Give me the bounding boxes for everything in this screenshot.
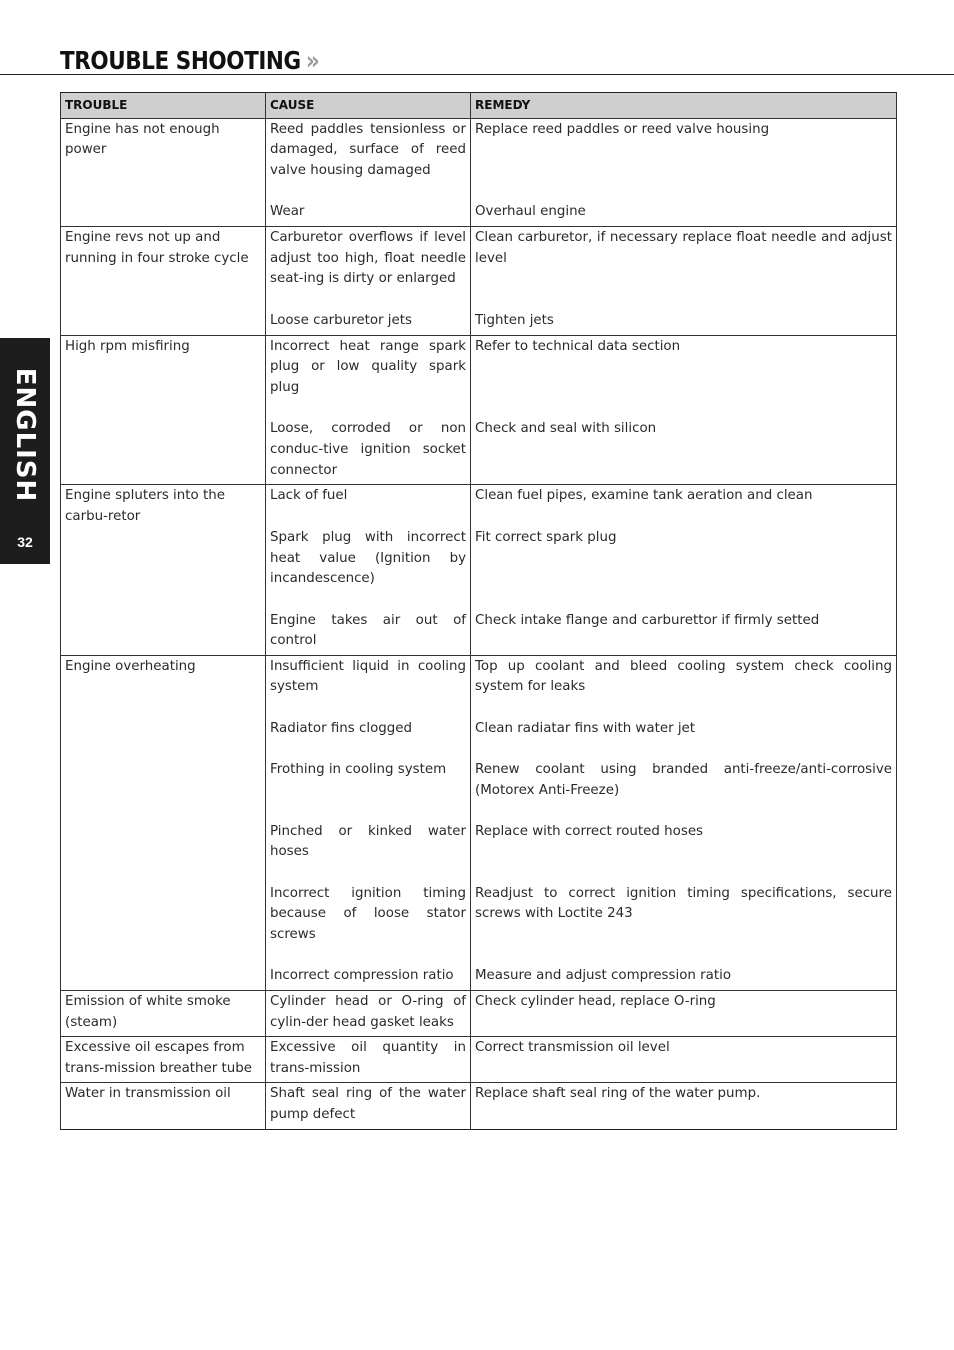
remedy-entry: Refer to technical data section (475, 338, 681, 354)
spacer (270, 182, 466, 203)
table-row (61, 118, 897, 227)
spacer (475, 740, 892, 761)
remedy-entry: Fit correct spark plug (475, 529, 617, 545)
remedy-cell (471, 991, 897, 1037)
spacer (270, 740, 466, 761)
column-header-cause: CAUSE (266, 93, 471, 119)
spacer (475, 290, 892, 311)
spacer (270, 698, 466, 719)
remedy-entry: Measure and adjust compression ratio (475, 968, 732, 984)
remedy-cell (471, 1037, 897, 1083)
remedy-entry: Check and seal with silicon (475, 421, 657, 437)
cause-entry: Radiator fins clogged (270, 720, 413, 736)
remedy-cell (471, 335, 897, 485)
spacer (475, 863, 892, 884)
trouble-cell: Engine has not enough power (61, 118, 266, 227)
cause-entry: Loose carburetor jets (270, 312, 412, 328)
trouble-cell: Emission of white smoke (steam) (61, 991, 266, 1037)
remedy-entry: Replace reed paddles or reed valve housing (475, 121, 770, 137)
remedy-entry: Overhaul engine (475, 204, 586, 220)
spacer (475, 698, 892, 719)
table-row (61, 991, 897, 1037)
cause-entry: Pinched or kinked water hoses (270, 823, 466, 860)
cause-cell (266, 1083, 471, 1129)
cause-entry: Excessive oil quantity in trans-mission (270, 1040, 466, 1076)
spacer (270, 399, 466, 420)
cause-entry: Engine takes air out of control (270, 612, 466, 649)
spacer (475, 590, 892, 611)
remedy-entry: Tighten jets (475, 312, 554, 328)
spacer (475, 801, 892, 822)
spacer (270, 863, 466, 884)
cause-entry: Incorrect ignition timing because of loose stator screws (270, 885, 466, 942)
remedy-entry: Top up coolant and bleed cooling system check cooling system for leaks (475, 658, 892, 695)
header-bar (0, 44, 954, 75)
cause-cell (266, 991, 471, 1037)
remedy-entry: Renew coolant using branded anti-freeze/anti-corrosive (Motorex Anti-Freeze) (475, 762, 892, 798)
page-number: 32 (17, 534, 33, 550)
remedy-entry: Check cylinder head, replace O-ring (475, 994, 716, 1010)
cause-entry: Spark plug with incorrect heat value (Ignition by incandescence) (270, 529, 466, 587)
cause-entry: Shaft seal ring of the water pump defect (270, 1086, 466, 1123)
column-header-remedy: REMEDY (471, 93, 897, 119)
remedy-cell (471, 1083, 897, 1129)
remedy-entry: Check intake flange and carburettor if firmly setted (475, 612, 820, 628)
language-tab (0, 338, 50, 564)
table-row (61, 655, 897, 990)
remedy-entry: Clean carburetor, if necessary replace float needle and adjust level (475, 230, 892, 266)
spacer (475, 399, 892, 420)
remedy-entry: Replace shaft seal ring of the water pump. (475, 1086, 761, 1102)
cause-cell (266, 655, 471, 990)
page-title-text: TROUBLE SHOOTING (60, 46, 301, 75)
table-row (61, 227, 897, 336)
table-row (61, 335, 897, 485)
cause-cell (266, 118, 471, 227)
cause-cell (266, 335, 471, 485)
spacer (270, 801, 466, 822)
cause-cell (266, 485, 471, 655)
remedy-entry: Replace with correct routed hoses (475, 823, 704, 839)
spacer (270, 507, 466, 528)
spacer (270, 946, 466, 967)
remedy-entry: Readjust to correct ignition timing specifications, secure screws with Loctite 243 (475, 885, 892, 922)
trouble-cell: High rpm misfiring (61, 335, 266, 485)
remedy-entry: Clean radiatar fins with water jet (475, 720, 696, 736)
table-row (61, 1083, 897, 1129)
spacer (475, 507, 892, 528)
cause-entry: Incorrect heat range spark plug or low quality spark plug (270, 338, 466, 395)
remedy-cell (471, 655, 897, 990)
cause-entry: Incorrect compression ratio (270, 968, 454, 984)
trouble-cell: Excessive oil escapes from trans-mission breather tube (61, 1037, 266, 1083)
spacer (270, 290, 466, 311)
spacer (270, 590, 466, 611)
trouble-cell: Engine spluters into the carbu-retor (61, 485, 266, 655)
cause-entry: Carburetor overflows if level adjust too high, float needle seat-ing is dirty or enlarged (270, 230, 466, 287)
trouble-shooting-table (60, 92, 897, 1130)
spacer (475, 946, 892, 967)
table-row (61, 1037, 897, 1083)
cause-entry: Wear (270, 204, 305, 220)
column-header-trouble: TROUBLE (61, 93, 266, 119)
cause-entry: Cylinder head or O-ring of cylin-der head gasket leaks (270, 994, 466, 1030)
table-header-row (61, 93, 897, 119)
cause-entry: Lack of fuel (270, 488, 348, 504)
spacer (475, 182, 892, 203)
trouble-cell: Engine revs not up and running in four stroke cycle (61, 227, 266, 336)
cause-cell (266, 1037, 471, 1083)
cause-entry: Insufficient liquid in cooling system (270, 658, 466, 695)
table-body (61, 118, 897, 1129)
trouble-cell: Engine overheating (61, 655, 266, 990)
table-row (61, 485, 897, 655)
double-chevron-icon: » (305, 46, 320, 75)
remedy-cell (471, 485, 897, 655)
remedy-cell (471, 227, 897, 336)
cause-cell (266, 227, 471, 336)
remedy-cell (471, 118, 897, 227)
page-title (60, 44, 319, 78)
cause-entry: Reed paddles tensionless or damaged, surface of reed valve housing damaged (270, 121, 466, 178)
remedy-entry: Correct transmission oil level (475, 1040, 670, 1056)
remedy-entry: Clean fuel pipes, examine tank aeration and clean (475, 488, 813, 504)
trouble-cell: Water in transmission oil (61, 1083, 266, 1129)
language-label: ENGLISH (10, 367, 40, 503)
cause-entry: Frothing in cooling system (270, 762, 447, 778)
cause-entry: Loose, corroded or non conduc-tive ignition socket connector (270, 421, 466, 478)
